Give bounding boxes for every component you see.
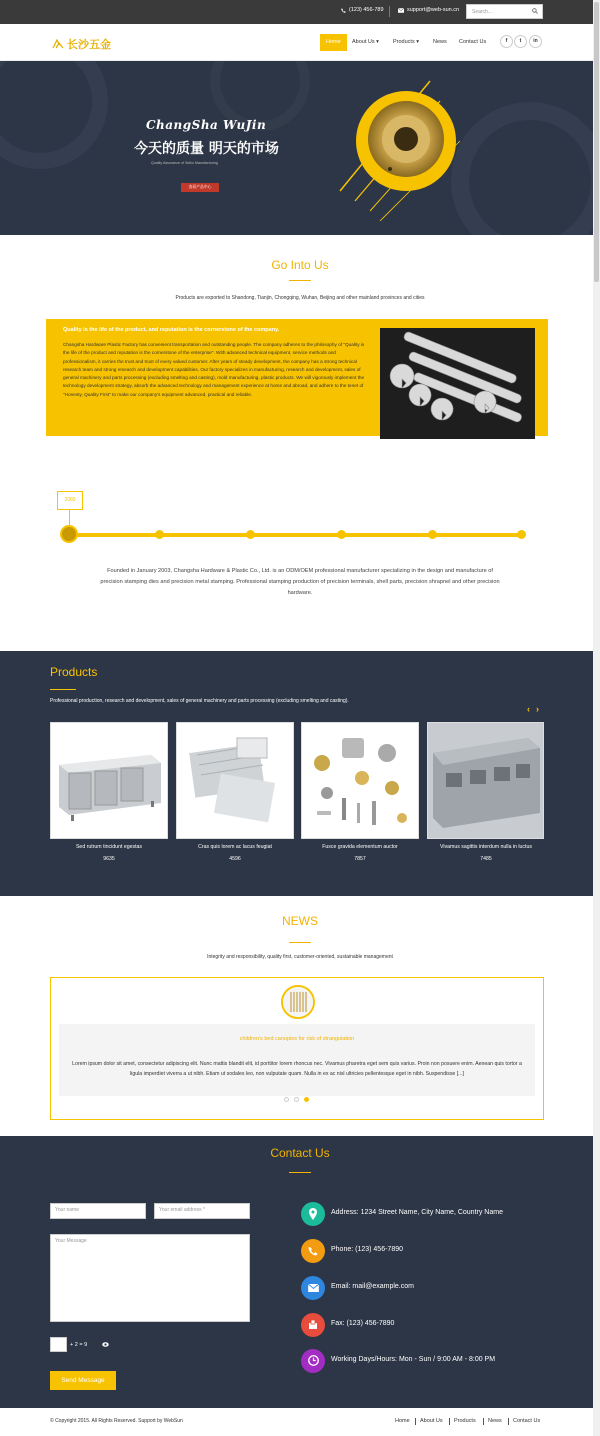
product-image: [302, 723, 418, 838]
product-image: [51, 723, 167, 838]
timeline-bar: [70, 533, 523, 537]
nav-about[interactable]: About Us ▾: [352, 39, 379, 45]
logo-icon: [52, 39, 64, 49]
timeline-dot[interactable]: [428, 530, 437, 539]
timeline-dot[interactable]: [246, 530, 255, 539]
carousel-dot[interactable]: [294, 1097, 299, 1102]
mail-icon: [301, 1276, 325, 1300]
hero-banner: [0, 61, 600, 235]
wrench-image: [380, 328, 535, 439]
search-icon[interactable]: [532, 8, 538, 14]
clock-icon: [301, 1349, 325, 1373]
scrollbar-thumb[interactable]: [594, 2, 599, 282]
next-arrow-icon[interactable]: ›: [536, 704, 539, 714]
email-text[interactable]: support@web-sun.cn: [407, 7, 460, 13]
site-logo[interactable]: [52, 36, 111, 52]
hero-title-cn: 今天的质量 明天的市场: [134, 141, 279, 157]
footer-link-news[interactable]: News: [488, 1418, 502, 1424]
main-header: [0, 24, 600, 61]
footer-divider: [483, 1418, 484, 1425]
footer-link-about[interactable]: About Us: [420, 1418, 443, 1424]
footer-link-products[interactable]: Products: [454, 1418, 476, 1424]
nav-products[interactable]: Products ▾: [393, 39, 419, 45]
phone-icon: [301, 1239, 325, 1263]
footer-divider: [508, 1418, 509, 1425]
page-scrollbar[interactable]: [593, 0, 600, 1436]
timeline-active-dot[interactable]: [60, 525, 78, 543]
nav-news[interactable]: News: [433, 39, 447, 45]
timeline-dot[interactable]: [337, 530, 346, 539]
intro-title: Go Into Us: [271, 258, 329, 272]
topbar-email[interactable]: [398, 7, 459, 13]
phone-text: (123) 456-789: [349, 7, 384, 13]
captcha-input[interactable]: [50, 1337, 67, 1352]
product-name[interactable]: Fusce gravida elementum auctor: [322, 844, 398, 850]
news-body: Lorem ipsum dolor sit amet, consectetur adipiscing elit. Nunc mattis blandit elit, id porttitor lorem rhoncus nec. Vivamus pharetra eget sem quis varius. Proin non posuere enim. Aenean quis tortor a ligula imperdiet viverra a ut nibh. Etiam ut sodales leo, non vulputate quam. Nulla in ex ac nisl ultricies pellentesque eget in nibh. Suspendisse [...]: [72, 1061, 522, 1077]
intro-underline: [289, 280, 311, 281]
news-thumbnail[interactable]: [281, 985, 315, 1019]
product-name[interactable]: Sed rutrum tincidunt egestas: [75, 844, 143, 850]
search-placeholder: Search...: [472, 9, 493, 15]
products-section: [0, 651, 600, 896]
product-number: 7485: [480, 856, 492, 862]
email-field[interactable]: Your email address *: [154, 1203, 250, 1219]
hero-title-en: ChangSha WuJin: [146, 118, 267, 132]
mail-icon: [398, 8, 404, 13]
product-image: [428, 723, 543, 838]
news-image: [283, 987, 313, 1017]
footer-link-contact[interactable]: Contact Us: [513, 1418, 541, 1424]
twitter-icon[interactable]: t: [514, 35, 527, 48]
hero-background-art: [0, 61, 600, 235]
products-title: Products: [50, 665, 98, 679]
nav-home[interactable]: Home: [320, 34, 347, 51]
intro-subtitle: Products are exported to Shandong, Tianjin, Chongqing, Wuhan, Beijing and other mainland provinces and cities: [175, 295, 425, 301]
about-block-text: Changsha Hardware Plastic Factory has convenient transportation and outstanding people. The company adheres to the philosophy of "Quality is the life of the product and reputation is the cornerstone of the enterprise". With advanced technical equipment, service methods and professionalism, it carries the trust and trust of every valued customer. After years of steady development, the company has a strong technical research team and strong research and development capabilities. Our factory specializes in manufacturing, research and development, sales of general machinery and parts processing (excluding smelting and casting), mold manufacturing, plastic products. We will vigorously implement the technology development strategy, absorb the advanced technology and management experience at home and abroad, and adhere to the tenet of "Honesty, Quality First" to make our company's equipment advanced, practical and reliable.: [63, 342, 365, 397]
eye-icon[interactable]: [102, 1342, 109, 1347]
location-icon: [301, 1202, 325, 1226]
hero-products-button[interactable]: 查看产品中心: [181, 183, 219, 192]
carousel-dot[interactable]: [284, 1097, 289, 1102]
send-message-button[interactable]: Send Message: [50, 1371, 116, 1390]
timeline-year[interactable]: 2003: [57, 491, 83, 510]
contact-section: [0, 1136, 600, 1408]
product-card[interactable]: [427, 722, 544, 839]
products-subtitle: Professional production, research and development, sales of general machinery and parts processing (excluding smelting and casting).: [50, 698, 349, 704]
product-number: 7857: [354, 856, 366, 862]
name-field[interactable]: Your name: [50, 1203, 146, 1219]
footer: [0, 1408, 600, 1436]
topbar-phone: [341, 7, 384, 13]
hero-subtitle: Quality Assurance of Seiko Manufacturing: [151, 161, 218, 165]
product-number: 9635: [103, 856, 115, 862]
about-block-title: Quality is the life of the product, and reputation is the cornerstone of the company.: [63, 327, 280, 333]
contact-hours: Working Days/Hours: Mon - Sun / 9:00 AM - 8:00 PM: [331, 1356, 496, 1363]
contact-fax: Fax: (123) 456-7890: [331, 1320, 395, 1327]
wrench-illustration: [380, 328, 535, 439]
footer-link-home[interactable]: Home: [395, 1418, 410, 1424]
timeline-stem: [69, 510, 70, 525]
prev-arrow-icon[interactable]: ‹: [527, 704, 530, 714]
news-title: NEWS: [282, 914, 318, 928]
contact-underline: [289, 1172, 311, 1173]
product-name[interactable]: Vivamus sagittis interdum nulla in luctus: [440, 844, 532, 850]
phone-icon: [341, 8, 346, 13]
linkedin-icon[interactable]: in: [529, 35, 542, 48]
product-card[interactable]: [301, 722, 419, 839]
fax-icon: [301, 1313, 325, 1337]
news-underline: [289, 942, 311, 943]
product-card[interactable]: [50, 722, 168, 839]
contact-email: Email: mail@example.com: [331, 1283, 414, 1290]
news-content: [59, 1024, 535, 1096]
topbar-divider: [389, 6, 390, 17]
nav-contact[interactable]: Contact Us: [459, 39, 487, 45]
contact-address: Address: 1234 Street Name, City Name, Country Name: [331, 1209, 503, 1216]
product-name[interactable]: Cras quis lorem ac lacus feugiat: [198, 844, 272, 850]
products-underline: [50, 689, 76, 690]
contact-phone: Phone: (123) 456-7890: [331, 1246, 403, 1253]
top-bar: [0, 0, 600, 24]
captcha-question: + 2 = 9: [70, 1342, 88, 1348]
product-image: [177, 723, 293, 838]
footer-divider: [449, 1418, 450, 1425]
carousel-dot-active[interactable]: [304, 1097, 309, 1102]
news-subtitle: Integrity and responsibility, quality first, customer-oriented, sustainable management: [207, 954, 393, 960]
timeline-text: Founded in January 2003, Changsha Hardware & Plastic Co., Ltd. is an ODM/OEM professional manufacturer specializing in the design and manufacture of precision stamping dies and precision metal stamping. Professional stamping production of precision terminals, shell parts, precision shrapnel and other precision hardware.: [100, 568, 500, 596]
more-button[interactable]: MORE »: [63, 440, 109, 459]
message-field[interactable]: Your Message: [50, 1234, 250, 1322]
search-input[interactable]: [466, 4, 543, 19]
logo-text: 长沙五金: [67, 38, 111, 51]
timeline-dot[interactable]: [155, 530, 164, 539]
news-headline[interactable]: children's bed canopies for risk of strangulation: [239, 1036, 355, 1042]
footer-divider: [415, 1418, 416, 1425]
product-number: 4596: [229, 856, 241, 862]
timeline-dot[interactable]: [517, 530, 526, 539]
facebook-icon[interactable]: f: [500, 35, 513, 48]
product-card[interactable]: [176, 722, 294, 839]
contact-title: Contact Us: [270, 1146, 330, 1160]
copyright-text: © Copyright 2015. All Rights Reserved. Support by WebSun: [50, 1418, 183, 1424]
